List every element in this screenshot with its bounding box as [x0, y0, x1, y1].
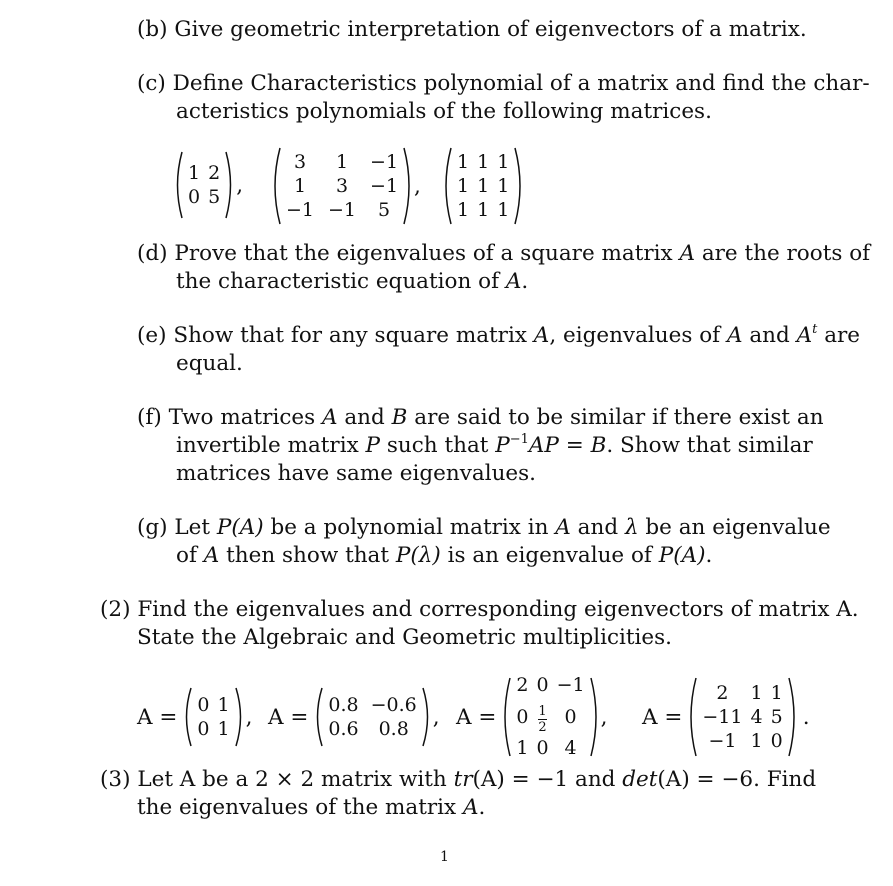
- item-text: is an eigenvalue of: [440, 543, 659, 568]
- item-text: Give geometric interpretation of eigenvectors of a matrix.: [174, 17, 807, 42]
- item-g: [137, 517, 831, 539]
- right-paren-icon: [234, 686, 246, 748]
- math-sup: −1: [509, 432, 529, 447]
- item-g-line2: [176, 545, 712, 567]
- item-text: are the roots of: [695, 241, 871, 266]
- math-var: A: [533, 323, 550, 348]
- fraction-denominator: 2: [538, 720, 547, 735]
- matrix-cell: 0: [516, 705, 529, 728]
- question-text: (A) = −6. Find: [657, 767, 817, 792]
- math-var: A: [321, 405, 338, 430]
- matrix-cell: 1: [335, 150, 349, 173]
- item-label: (c): [137, 71, 166, 96]
- item-label: (d): [137, 241, 168, 266]
- item-text: Prove that the eigenvalues of a square matrix: [174, 241, 680, 266]
- item-text: Define Characteristics polynomial of a matrix and find the char-: [172, 71, 870, 96]
- matrix-c3: [441, 146, 525, 226]
- item-text: then show that: [219, 543, 396, 568]
- item-text: , eigenvalues of: [549, 323, 727, 348]
- right-paren-icon: [402, 146, 414, 226]
- left-paren-icon: [312, 686, 324, 748]
- item-text: Show that for any square matrix: [173, 323, 534, 348]
- end-period: .: [802, 704, 810, 730]
- item-text: are said to be similar if there exist an: [407, 405, 824, 430]
- matrix-cell: 0: [188, 185, 201, 208]
- question-text: (A) = −1 and: [472, 767, 623, 792]
- item-text: be a polynomial matrix in: [263, 515, 556, 540]
- item-label: (g): [137, 515, 168, 540]
- item-text: =: [558, 433, 591, 458]
- separator: ,: [432, 704, 440, 730]
- matrix-cell: 0: [770, 729, 783, 752]
- item-label: (e): [137, 323, 167, 348]
- question-text: Find the eigenvalues and corresponding eigenvectors of matrix A.: [137, 597, 859, 622]
- matrix-q2-3: [456, 676, 607, 758]
- matrix-q2-2: [268, 686, 440, 748]
- math-var: λ: [624, 515, 639, 540]
- math-var: A: [203, 543, 220, 568]
- matrix-q2-4: [642, 676, 810, 758]
- left-paren-icon: [172, 150, 184, 220]
- math-expr: P(A): [216, 515, 264, 540]
- math-var: P: [544, 433, 559, 458]
- item-text: such that: [380, 433, 496, 458]
- question-text: the eigenvalues of the matrix: [137, 795, 463, 820]
- item-d: [137, 243, 870, 265]
- matrix-name: A =: [268, 704, 309, 730]
- math-var: B: [391, 405, 408, 430]
- math-expr: P(A): [658, 543, 706, 568]
- matrix-cell: −1: [708, 729, 737, 752]
- matrix-cell: 3: [293, 150, 307, 173]
- matrix-cell: 1: [457, 150, 470, 173]
- math-var: A: [505, 269, 522, 294]
- item-e-line2: equal.: [176, 351, 243, 376]
- math-var: B: [590, 433, 607, 458]
- question-text: Let A be a 2 × 2 matrix with: [137, 767, 454, 792]
- question-3-line2: [137, 797, 485, 819]
- separator: ,: [245, 704, 253, 730]
- matrix-cell: 1: [497, 150, 510, 173]
- matrix-cell: 1: [497, 198, 510, 221]
- matrix-cell: 1: [457, 198, 470, 221]
- math-var: A: [555, 515, 571, 540]
- item-text: .: [521, 269, 529, 294]
- item-text: Two matrices: [168, 405, 322, 430]
- question-text: .: [478, 795, 486, 820]
- item-label: (f): [137, 405, 162, 430]
- separator: ,: [414, 173, 421, 199]
- page-number: 1: [440, 849, 449, 865]
- math-var: A: [679, 241, 695, 266]
- matrix-cell: 4: [750, 705, 763, 728]
- item-text: Let: [174, 515, 217, 540]
- right-paren-icon: [421, 686, 433, 748]
- matrix-cell: −0.6: [370, 693, 417, 716]
- item-text: be an eigenvalue: [638, 515, 831, 540]
- matrix-name: A =: [642, 704, 683, 730]
- matrix-c1: [172, 150, 243, 220]
- math-fn: det: [622, 767, 658, 792]
- matrix-cell: 0: [197, 693, 210, 716]
- matrix-cell: 1: [188, 161, 201, 184]
- math-var: P: [365, 433, 381, 458]
- fraction: [538, 705, 547, 734]
- matrix-cell: −1: [370, 174, 399, 197]
- matrix-q2-1: [137, 686, 252, 748]
- separator: ,: [236, 172, 244, 198]
- matrix-cell: 1: [497, 174, 510, 197]
- math-var: A: [796, 323, 813, 348]
- item-text: . Show that similar: [606, 433, 813, 458]
- matrix-cell: 1: [457, 174, 470, 197]
- right-paren-icon: [224, 150, 236, 220]
- matrix-cell: 1: [217, 693, 230, 716]
- right-paren-icon: [589, 676, 601, 758]
- question-label: (2): [100, 597, 131, 622]
- matrix-cell: −1: [328, 198, 357, 221]
- separator: ,: [600, 704, 608, 730]
- matrix-cell: 0.6: [328, 717, 359, 740]
- math-fn: tr: [453, 767, 473, 792]
- fraction-numerator: 1: [538, 704, 547, 719]
- item-b: [137, 19, 807, 41]
- item-f: [137, 407, 824, 429]
- item-f-line3: matrices have same eigenvalues.: [176, 461, 537, 486]
- matrix-cell: 1: [477, 150, 490, 173]
- matrix-cell: 5: [377, 198, 391, 221]
- item-text: and: [742, 323, 797, 348]
- matrix-cell: −1: [370, 150, 399, 173]
- item-text: and: [337, 405, 392, 430]
- matrix-cell: 1: [217, 717, 230, 740]
- item-text: of: [176, 543, 204, 568]
- matrix-cell: 0: [564, 705, 577, 728]
- matrix-cell: 1: [477, 198, 490, 221]
- item-text: .: [705, 543, 713, 568]
- left-paren-icon: [500, 676, 512, 758]
- matrix-cell: 4: [564, 737, 577, 759]
- matrix-cell: −1: [286, 198, 315, 221]
- matrix-cell: 1: [516, 737, 529, 759]
- question-2-line2: State the Algebraic and Geometric multiplicities.: [137, 625, 672, 650]
- right-paren-icon: [513, 146, 525, 226]
- question-label: (3): [100, 767, 131, 792]
- left-paren-icon: [181, 686, 193, 748]
- matrix-cell: 0: [536, 674, 549, 696]
- math-var: A: [528, 433, 545, 458]
- item-c-line2: acteristics polynomials of the following matrices.: [176, 99, 712, 124]
- item-text: invertible matrix: [176, 433, 366, 458]
- item-text: are: [817, 323, 861, 348]
- matrix-cell: 5: [770, 705, 783, 728]
- matrix-name: A =: [456, 704, 497, 730]
- math-sup: t: [812, 322, 818, 337]
- math-expr: P(λ): [395, 543, 441, 568]
- item-label: (b): [137, 17, 168, 42]
- item-c: [137, 73, 870, 95]
- matrix-cell: 0.8: [328, 693, 359, 716]
- matrix-cell: 1: [293, 174, 307, 197]
- matrix-cell: 1: [770, 681, 783, 704]
- matrix-cell: 1: [750, 729, 763, 752]
- question-2: [100, 599, 859, 621]
- matrix-cell: 1: [750, 681, 763, 704]
- matrix-cell: 0.8: [378, 717, 409, 740]
- matrix-cell: −11: [702, 705, 743, 728]
- math-var: A: [726, 323, 743, 348]
- math-var: P: [495, 433, 510, 458]
- item-text: the characteristic equation of: [176, 269, 506, 294]
- matrix-cell-fraction: [532, 700, 552, 734]
- item-d-line2: [176, 271, 528, 293]
- item-e: [137, 322, 861, 348]
- matrix-cell: 2: [208, 161, 221, 184]
- matrix-cell: −1: [556, 674, 585, 696]
- item-text: and: [570, 515, 625, 540]
- matrix-cell: 5: [208, 185, 221, 208]
- matrix-cell: 0: [536, 737, 549, 759]
- right-paren-icon: [787, 676, 799, 758]
- left-paren-icon: [686, 676, 698, 758]
- question-3: [100, 769, 816, 791]
- matrix-cell: 2: [516, 674, 529, 696]
- matrix-name: A =: [137, 704, 178, 730]
- left-paren-icon: [270, 146, 282, 226]
- matrix-cell: 3: [335, 174, 349, 197]
- item-f-line2: [176, 432, 813, 458]
- math-var: A: [463, 795, 479, 820]
- matrix-cell: 2: [716, 681, 729, 704]
- matrix-c2: [270, 146, 421, 226]
- matrix-cell: 0: [197, 717, 210, 740]
- matrix-cell: 1: [477, 174, 490, 197]
- left-paren-icon: [441, 146, 453, 226]
